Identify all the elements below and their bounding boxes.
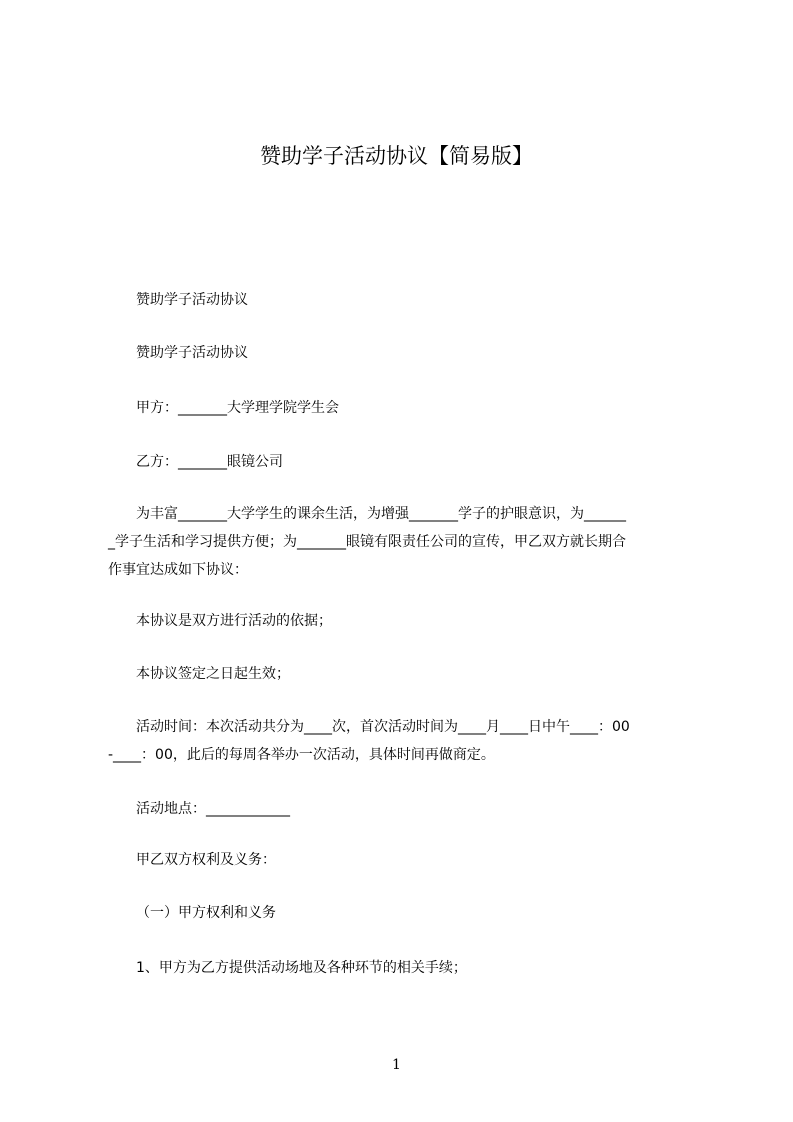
rights-heading: 甲乙双方权利及义务： [136,852,276,868]
party-a-rights-heading: （一）甲方权利和义务 [136,905,276,921]
party-a-paragraph: 甲方：_______大学理学院学生会 [136,400,339,416]
activity-time-line-1: 活动时间：本次活动共分为____次，首次活动时间为____月____日中午____：00 [136,719,630,735]
item-1-paragraph: 1、甲方为乙方提供活动场地及各种环节的相关手续； [136,960,467,976]
activity-time-paragraph [108,713,704,769]
activity-time-line-2: -____：00，此后的每周各举办一次活动，具体时间再做商定。 [108,747,495,763]
purpose-line-1: 为丰富_______大学学生的课余生活，为增强_______学子的护眼意识，为______ [136,506,626,522]
effective-paragraph: 本协议签定之日起生效； [136,666,290,682]
activity-location-paragraph: 活动地点：____________ [136,801,290,817]
purpose-paragraph [108,500,704,584]
subtitle-paragraph: 赞助学子活动协议 [136,292,248,308]
purpose-line-3: 作事宜达成如下协议： [108,562,248,578]
page-number: 1 [392,1057,401,1073]
purpose-line-2: _学子生活和学习提供方便；为_______眼镜有限责任公司的宣传，甲乙双方就长期合 [108,534,626,550]
basis-paragraph: 本协议是双方进行活动的依据； [136,613,332,629]
document-title: 赞助学子活动协议【简易版】 [260,144,533,168]
agreement-name-paragraph: 赞助学子活动协议 [136,345,248,361]
party-b-paragraph: 乙方：_______眼镜公司 [136,454,283,470]
